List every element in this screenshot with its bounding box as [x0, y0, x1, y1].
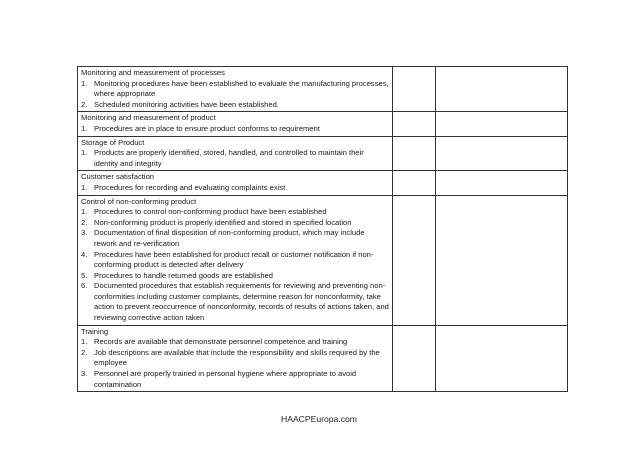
section-title: Monitoring and measurement of product: [81, 113, 216, 123]
list-item: [81, 124, 389, 135]
requirement-cell: [78, 325, 393, 392]
status-cell[interactable]: [393, 112, 436, 136]
item-text: Monitoring procedures have been established to evaluate the manufacturing processes, where appropriate: [94, 78, 389, 99]
list-item: [81, 337, 389, 348]
item-text: Personnel are properly trained in personal hygiene where appropriate to avoid contamination: [94, 369, 357, 389]
item-list: [81, 207, 389, 324]
item-list: [81, 183, 389, 194]
comments-cell[interactable]: [436, 136, 568, 171]
section-title: Customer satisfaction: [81, 172, 155, 182]
item-number: 1.: [81, 337, 88, 347]
item-number: 3.: [81, 369, 88, 379]
list-item: [81, 271, 389, 282]
item-text: Records are available that demonstrate personnel competence and training: [94, 337, 348, 347]
checklist-row: [78, 112, 568, 136]
status-cell[interactable]: [393, 325, 436, 392]
item-list: [81, 79, 389, 111]
item-text: Job descriptions are available that include the responsibility and skills required by the employee: [94, 347, 380, 368]
requirement-cell: [78, 171, 393, 195]
checklist-row: [78, 67, 568, 112]
comments-cell[interactable]: [436, 325, 568, 392]
item-list: [81, 124, 389, 135]
status-cell[interactable]: [393, 171, 436, 195]
item-text: Scheduled monitoring activities have been established.: [94, 99, 279, 109]
comments-cell[interactable]: [436, 67, 568, 112]
list-item: [81, 369, 389, 390]
list-item: [81, 148, 389, 169]
section-title: Control of non-conforming product: [81, 196, 197, 206]
checklist-row: [78, 171, 568, 195]
item-number: 1.: [81, 207, 88, 217]
section-title: Training: [81, 326, 109, 336]
item-number: 2.: [81, 99, 88, 109]
item-list: [81, 148, 389, 169]
item-number: 1.: [81, 148, 88, 158]
item-number: 5.: [81, 270, 88, 280]
requirement-cell: [78, 112, 393, 136]
item-text: Non-conforming product is properly identified and stored in specified location: [94, 217, 352, 227]
item-text: Documented procedures that establish requirements for reviewing and preventing non-conformities including customer complaints, determine reason for nonconformity, take action to prevent reoccurrence of nonconformity, records of results of actions taken, and reviewing corrective action taken: [94, 281, 389, 323]
checklist-table: [77, 66, 568, 392]
item-number: 4.: [81, 249, 88, 259]
item-number: 1.: [81, 123, 88, 133]
list-item: [81, 281, 389, 323]
item-text: Products are properly identified, stored, handled, and controlled to maintain their identity and integrity: [94, 148, 364, 168]
list-item: [81, 218, 389, 229]
item-text: Procedures to handle returned goods are established: [94, 270, 273, 280]
comments-cell[interactable]: [436, 171, 568, 195]
item-text: Procedures have been established for product recall or customer notification if non-conforming product is detected after delivery: [94, 249, 374, 270]
checklist-row: [78, 325, 568, 392]
list-item: [81, 250, 389, 271]
item-text: Procedures to control non-conforming product have been established: [94, 207, 327, 217]
list-item: [81, 207, 389, 218]
list-item: [81, 228, 389, 249]
item-text: Documentation of final disposition of non-conforming product, which may include rework and re-verification: [94, 228, 365, 248]
checklist-row: [78, 136, 568, 171]
list-item: [81, 79, 389, 100]
requirement-cell: [78, 67, 393, 112]
item-number: 6.: [81, 281, 88, 291]
item-text: Procedures for recording and evaluating complaints exist.: [94, 182, 288, 192]
item-list: [81, 337, 389, 390]
requirement-cell: [78, 136, 393, 171]
item-number: 2.: [81, 217, 88, 227]
item-number: 1.: [81, 182, 88, 192]
comments-cell[interactable]: [436, 195, 568, 325]
status-cell[interactable]: [393, 67, 436, 112]
section-title: Monitoring and measurement of processes: [81, 68, 225, 77]
item-number: 3.: [81, 228, 88, 238]
status-cell[interactable]: [393, 136, 436, 171]
item-number: 2.: [81, 347, 88, 357]
status-cell[interactable]: [393, 195, 436, 325]
checklist-body: [78, 67, 568, 392]
footer-site: HAACPEuropa.com: [281, 414, 357, 424]
item-text: Procedures are in place to ensure product conforms to requirement: [94, 123, 320, 133]
checklist-row: [78, 195, 568, 325]
section-title: Storage of Product: [81, 137, 145, 147]
list-item: [81, 183, 389, 194]
list-item: [81, 100, 389, 111]
list-item: [81, 348, 389, 369]
requirement-cell: [78, 195, 393, 325]
comments-cell[interactable]: [436, 112, 568, 136]
item-number: 1.: [81, 78, 88, 88]
